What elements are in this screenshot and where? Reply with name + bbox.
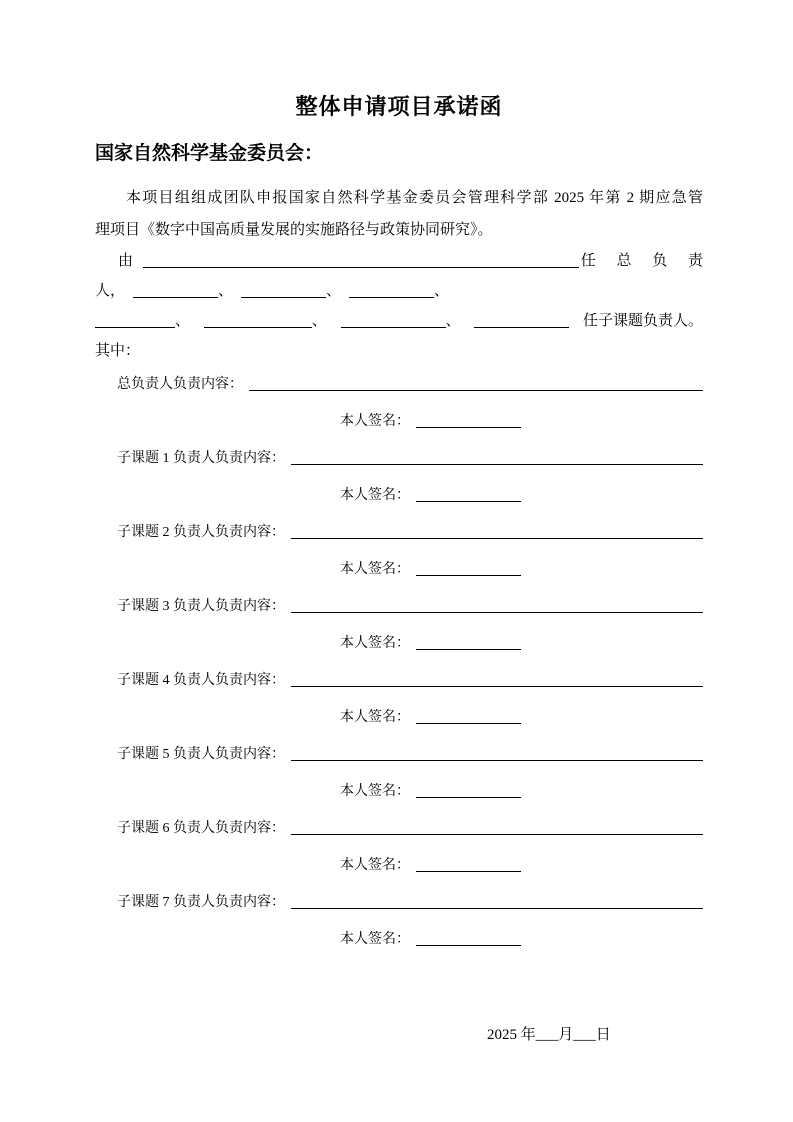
signature-blank[interactable] bbox=[416, 797, 521, 798]
responsibility-row-subtopic-1 bbox=[95, 440, 703, 477]
intro-paragraph-line-2: 理项目《数字中国高质量发展的实施路径与政策协同研究》。 bbox=[95, 222, 493, 238]
subleader-name-blank-6[interactable] bbox=[341, 327, 446, 328]
signature-row-subtopic-2 bbox=[95, 551, 703, 588]
day-label: 日 bbox=[595, 1027, 611, 1043]
subleader-name-blank-5[interactable] bbox=[204, 327, 312, 328]
subleader-name-blank-2[interactable] bbox=[241, 297, 326, 298]
subleader-name-blank-3[interactable] bbox=[349, 297, 434, 298]
signature-row-subtopic-4 bbox=[95, 699, 703, 736]
signature-label: 本人签名： bbox=[340, 562, 410, 577]
separator: 、 bbox=[175, 313, 191, 329]
responsibility-row-subtopic-5 bbox=[95, 736, 703, 773]
signature-blank[interactable] bbox=[416, 575, 521, 576]
responsibility-label: 子课题 6 负责人负责内容： bbox=[117, 821, 285, 836]
subleader-name-blank-1[interactable] bbox=[133, 297, 218, 298]
subleader-name-blank-4[interactable] bbox=[95, 327, 175, 328]
separator: 、 bbox=[218, 283, 234, 299]
signature-label: 本人签名： bbox=[340, 414, 410, 429]
separator: 、 bbox=[445, 313, 461, 329]
responsibility-label: 子课题 3 负责人负责内容： bbox=[117, 599, 285, 614]
responsibility-blank[interactable] bbox=[249, 390, 703, 391]
responsibility-label: 子课题 4 负责人负责内容： bbox=[117, 673, 285, 688]
separator: 、 bbox=[326, 283, 342, 299]
signature-label: 本人签名： bbox=[340, 932, 410, 947]
subleader-suffix: 任子课题负责人。 bbox=[582, 313, 703, 329]
document-title: 整体申请项目承诺函 bbox=[295, 94, 503, 119]
signature-blank[interactable] bbox=[416, 427, 521, 428]
principal-name-blank[interactable] bbox=[143, 267, 579, 268]
responsibility-label: 子课题 1 负责人负责内容： bbox=[117, 451, 285, 466]
signature-row-principal bbox=[95, 403, 703, 440]
signature-row-subtopic-3 bbox=[95, 625, 703, 662]
responsibility-row-subtopic-7 bbox=[95, 884, 703, 921]
salutation: 国家自然科学基金委员会： bbox=[95, 143, 324, 164]
month-blank[interactable]: ___ bbox=[535, 1027, 559, 1043]
intro-paragraph-line-1: 本项目组组成团队申报国家自然科学基金委员会管理科学部 2025 年第 2 期应急管 bbox=[126, 190, 703, 206]
line2-prefix: 人， bbox=[95, 283, 126, 299]
responsibility-row-subtopic-2 bbox=[95, 514, 703, 551]
month-label: 月 bbox=[558, 1027, 574, 1043]
signature-label: 本人签名： bbox=[340, 636, 410, 651]
responsibility-blank[interactable] bbox=[291, 686, 703, 687]
responsibility-label: 总负责人负责内容： bbox=[117, 377, 243, 392]
subleader-name-blank-7[interactable] bbox=[474, 327, 569, 328]
signature-blank[interactable] bbox=[416, 501, 521, 502]
signature-blank[interactable] bbox=[416, 723, 521, 724]
among-which-label: 其中： bbox=[95, 343, 141, 359]
responsibility-blank[interactable] bbox=[291, 834, 703, 835]
subleader-line-2 bbox=[95, 306, 703, 336]
signature-label: 本人签名： bbox=[340, 784, 410, 799]
day-blank[interactable]: ___ bbox=[573, 1027, 596, 1043]
separator: 、 bbox=[434, 283, 450, 299]
responsibility-row-subtopic-4 bbox=[95, 662, 703, 699]
by-label: 由 bbox=[118, 253, 134, 269]
responsibility-blank[interactable] bbox=[291, 612, 703, 613]
signature-row-subtopic-5 bbox=[95, 773, 703, 810]
signature-blank[interactable] bbox=[416, 649, 521, 650]
responsibility-blank[interactable] bbox=[291, 538, 703, 539]
principal-assignment-line bbox=[95, 246, 703, 276]
signature-row-subtopic-7 bbox=[95, 921, 703, 958]
responsibility-row-principal bbox=[95, 366, 703, 403]
signature-label: 本人签名： bbox=[340, 488, 410, 503]
signature-blank[interactable] bbox=[416, 871, 521, 872]
responsibility-row-subtopic-6 bbox=[95, 810, 703, 847]
signature-label: 本人签名： bbox=[340, 858, 410, 873]
responsibility-blank[interactable] bbox=[291, 908, 703, 909]
signature-label: 本人签名： bbox=[340, 710, 410, 725]
responsibility-label: 子课题 5 负责人负责内容： bbox=[117, 747, 285, 762]
responsibility-blank[interactable] bbox=[291, 464, 703, 465]
year-label: 2025 年 bbox=[487, 1027, 536, 1043]
responsibility-label: 子课题 7 负责人负责内容： bbox=[117, 895, 285, 910]
responsibility-row-subtopic-3 bbox=[95, 588, 703, 625]
signature-row-subtopic-6 bbox=[95, 847, 703, 884]
subleader-line-1 bbox=[95, 276, 703, 306]
responsibility-label: 子课题 2 负责人负责内容： bbox=[117, 525, 285, 540]
principal-role-suffix: 任 总 负 责 bbox=[580, 253, 703, 269]
separator: 、 bbox=[311, 313, 327, 329]
responsibility-blank[interactable] bbox=[291, 760, 703, 761]
signature-row-subtopic-1 bbox=[95, 477, 703, 514]
signature-blank[interactable] bbox=[416, 945, 521, 946]
date-line bbox=[472, 1002, 703, 1068]
